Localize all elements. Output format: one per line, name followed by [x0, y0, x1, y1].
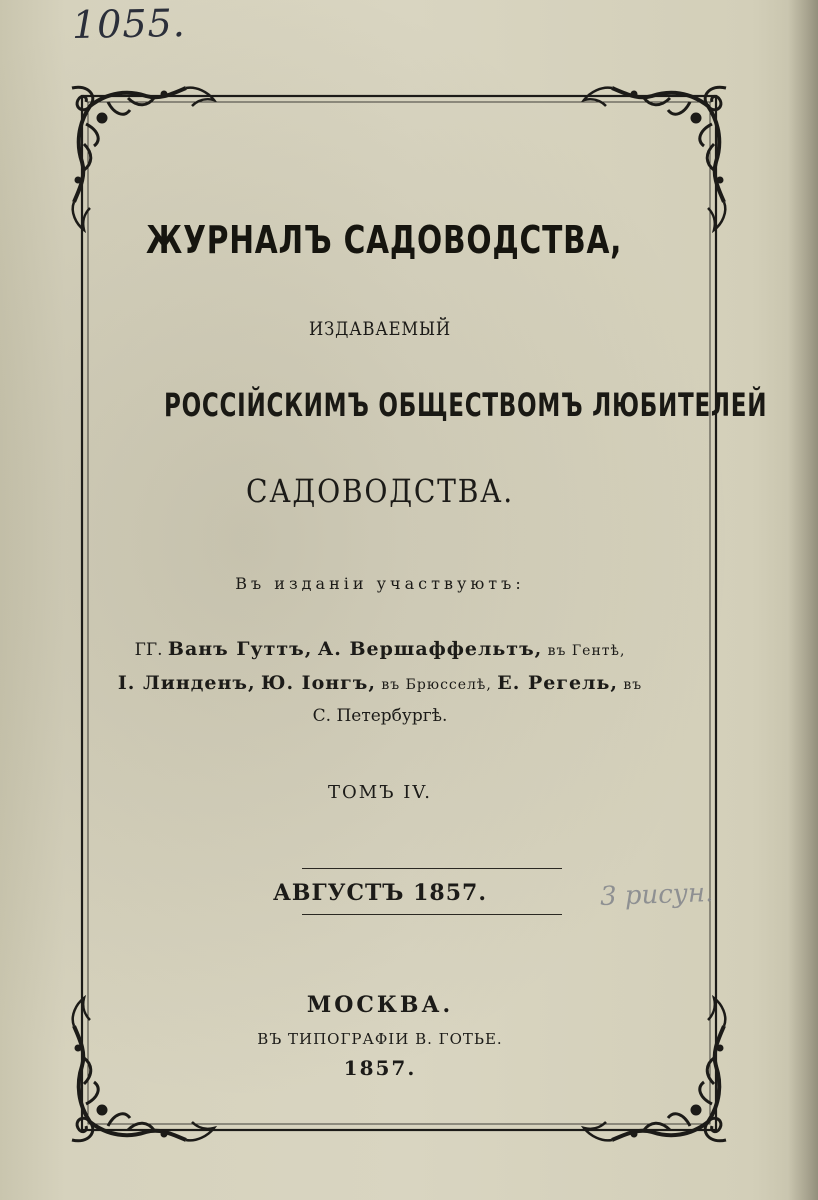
handwritten-shelf-mark: 1055.	[71, 1, 187, 47]
participants-line-2	[80, 672, 680, 694]
imprint-city: МОСКВА.	[306, 992, 454, 1018]
honorific: ГГ.	[134, 640, 163, 660]
imprint-year: 1857.	[343, 1056, 417, 1080]
participant-location: С. Петербургѣ.	[312, 706, 448, 726]
participants-line-1	[80, 638, 680, 660]
divider-top	[302, 868, 562, 869]
journal-subtitle: ИЗДАВАЕМЫЙ	[308, 318, 452, 340]
title-page-content	[80, 0, 768, 1200]
journal-title: ЖУРНАЛЪ САДОВОДСТВА,	[146, 218, 623, 262]
pencil-annotation: 3 рисун.	[599, 878, 714, 912]
publisher-line-2: САДОВОДСТВА.	[246, 472, 514, 510]
participant-name: А. Вершаффельтъ,	[317, 638, 543, 660]
participant-location: въ	[623, 677, 643, 693]
participant-name: І. Линденъ,	[117, 672, 256, 694]
volume-number: ТОМЪ IV.	[328, 782, 432, 803]
page-edge-shadow	[788, 0, 818, 1200]
participants-line-3	[80, 706, 680, 726]
participant-location: въ Брюсселѣ,	[381, 677, 492, 693]
participants-heading: Въ изданіи участвуютъ:	[235, 574, 525, 593]
participant-name: Ю. Іонгъ,	[261, 672, 376, 694]
divider-bottom	[302, 914, 562, 915]
participant-name: Е. Регель,	[497, 672, 618, 694]
publisher-line-1: РОССІЙСКИМЪ ОБЩЕСТВОМЪ ЛЮБИТЕЛЕЙ	[163, 386, 768, 424]
participant-name: Ванъ Гуттъ,	[167, 638, 313, 660]
imprint-press: ВЪ ТИПОГРАФІИ В. ГОТЬЕ.	[257, 1030, 503, 1048]
participant-location: въ Гентѣ,	[547, 643, 626, 659]
issue-date: АВГУСТЪ 1857.	[272, 880, 488, 906]
